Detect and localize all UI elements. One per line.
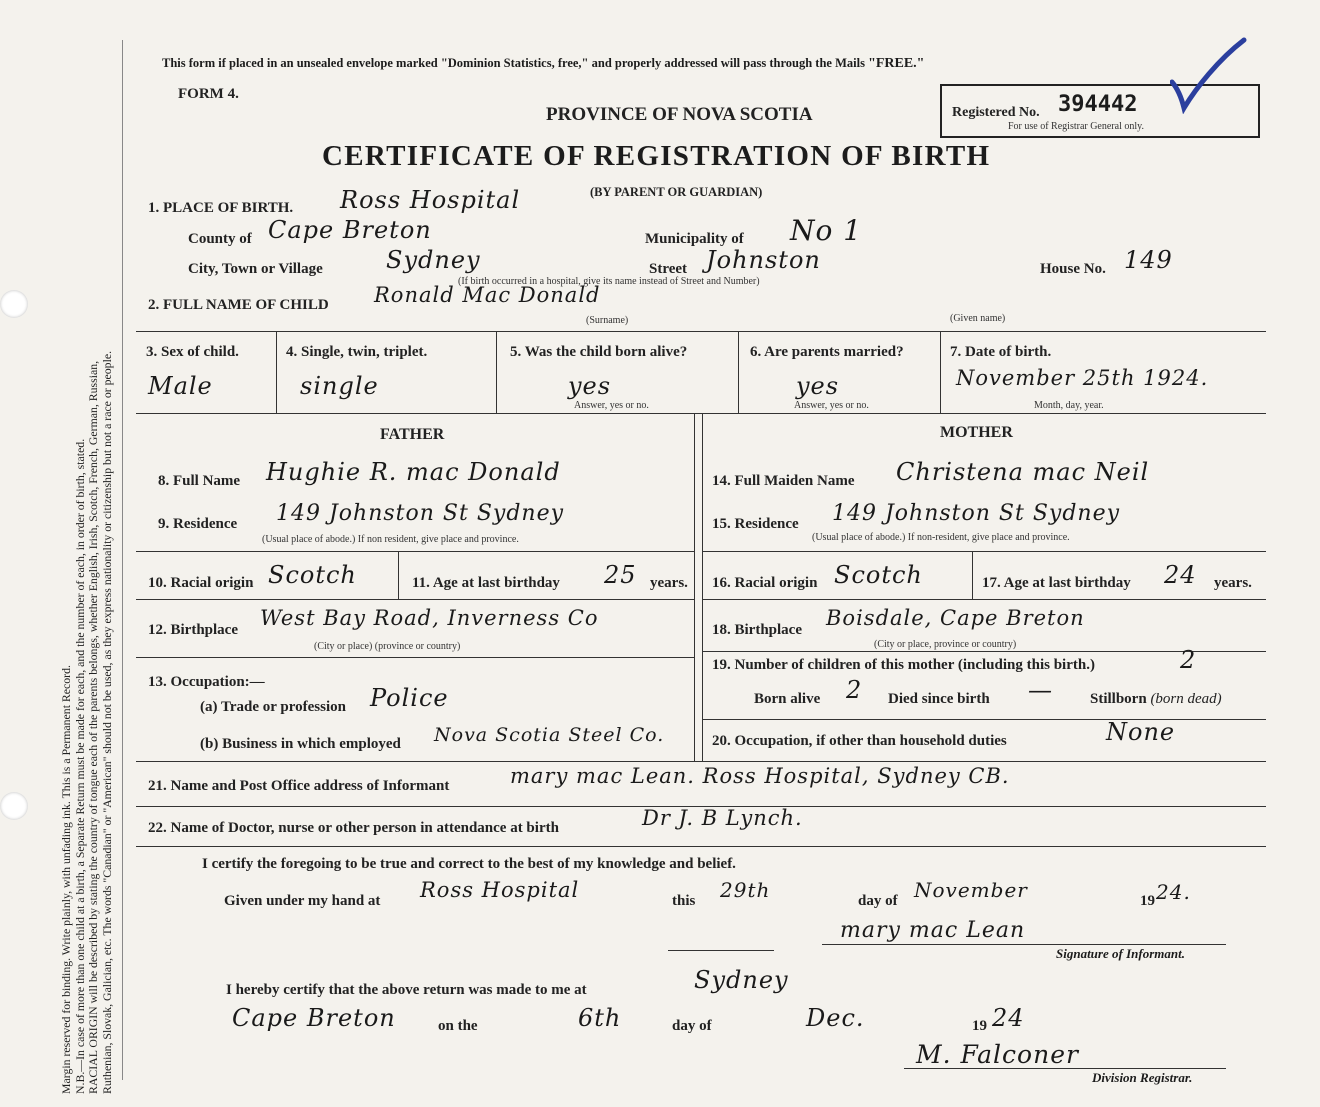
doctor-label: 22. Name of Doctor, nurse or other person in attendance at birth [148,820,559,836]
given-name-label: (Given name) [950,313,1006,324]
registered-label: Registered No. [952,105,1040,120]
sex-label: 3. Sex of child. [146,344,239,360]
street-value: Johnston [706,246,821,274]
mother-years-label: years. [1214,575,1252,591]
registrar-statement: I hereby certify that the above return was made to me at [226,982,587,998]
died-since-birth-value: — [1028,676,1053,704]
mother-occupation-value: None [1106,718,1176,746]
margin-line-3: RACIAL ORIGIN will be described by stating the country of tongue each of the parents belongs, whether English, Irish, Scotch, French, German, Russian, [86,360,101,1094]
mother-residence-value: 149 Johnston St Sydney [832,501,1121,526]
born-alive-note: Answer, yes or no. [574,400,649,411]
registrar-day-of-label: day of [672,1018,712,1034]
page-title: CERTIFICATE OF REGISTRATION OF BIRTH [322,140,991,172]
father-birthplace-label: 12. Birthplace [148,622,238,638]
parents-married-label: 6. Are parents married? [750,344,904,360]
given-year-value: 24. [1156,880,1191,904]
margin-line-1: Margin reserved for binding. Write plainly, with unfading ink. This is a Permanent Record. [59,665,73,1094]
born-alive-count-value: 2 [846,676,863,704]
died-since-birth-label: Died since birth [888,691,990,707]
margin-rule [122,40,123,1080]
date-of-birth-value: November 25th 1924. [956,366,1209,390]
registrar-county-value: Cape Breton [232,1004,396,1032]
divider-6-7 [940,331,941,413]
informant-value: mary mac Lean. Ross Hospital, Sydney CB. [510,764,1010,788]
date-of-birth-note: Month, day, year. [1034,400,1104,411]
plurality-label: 4. Single, twin, triplet. [286,344,428,360]
by-parent-note: (BY PARENT OR GUARDIAN) [590,185,763,199]
mother-racial-value: Scotch [834,561,923,589]
parents-married-note: Answer, yes or no. [794,400,869,411]
place-of-birth-label: 1. PLACE OF BIRTH. [148,200,294,216]
father-business-value: Nova Scotia Steel Co. [434,724,665,746]
mail-notice-text: This form if placed in an unsealed envelope marked "Dominion Statistics, free," and properly addressed will pass through the Mails [162,56,865,70]
stillborn-label [1090,691,1222,708]
father-heading: FATHER [380,426,445,443]
stillborn-text: Stillborn [1090,691,1147,707]
informant-signature-line [822,944,1226,945]
divider-3-4 [276,331,277,413]
parents-divider-right [702,413,703,761]
mother-racial-label: 16. Racial origin [712,575,818,591]
rule-father-9 [136,551,694,552]
mother-heading: MOTHER [940,424,1013,441]
father-residence-label: 9. Residence [158,516,238,532]
county-label: County of [188,231,252,247]
father-age-value: 25 [604,561,637,589]
mother-age-label: 17. Age at last birthday [982,575,1131,591]
short-divider [668,950,774,951]
registrar-note: For use of Registrar General only. [1008,121,1144,132]
check-mark-icon [1170,34,1250,114]
rule-doctor [136,846,1266,847]
father-name-value: Hughie R. mac Donald [266,458,561,486]
father-occupation-label: 13. Occupation:— [148,674,265,690]
father-residence-value: 149 Johnston St Sydney [276,501,565,526]
punch-hole-bottom [0,792,28,820]
mother-name-value: Christena mac Neil [896,458,1150,486]
mail-notice [162,56,924,72]
punch-hole-top [0,290,28,318]
rule-row3-top [136,331,1266,332]
parents-divider-left [694,413,695,761]
divider-5-6 [738,331,739,413]
given-under-label: Given under my hand at [224,893,381,909]
parents-married-value: yes [796,372,840,400]
rule-mother-19 [702,719,1266,720]
registrar-month-value: Dec. [806,1004,865,1032]
informant-label: 21. Name and Post Office address of Informant [148,778,450,794]
father-name-label: 8. Full Name [158,473,241,489]
rule-parents-bottom [136,761,1266,762]
mother-residence-note: (Usual place of abode.) If non-resident, give place and province. [812,532,1070,543]
municipality-value: No 1 [790,214,863,247]
binding-margin [0,0,122,1107]
informant-signature: mary mac Lean [840,918,1026,943]
mother-occupation-label: 20. Occupation, if other than household duties [712,733,1007,749]
father-residence-note: (Usual place of abode.) If non resident, give place and province. [262,534,519,545]
sex-value: Male [148,372,213,400]
divider-10-11 [398,551,399,599]
certify-statement: I certify the foregoing to be true and correct to the best of my knowledge and belief. [202,856,736,872]
father-birthplace-note: (City or place) (province or country) [314,641,461,652]
mail-free-text: "FREE." [868,56,925,71]
divider-4-5 [496,331,497,413]
plurality-value: single [300,372,379,400]
form-number: FORM 4. [178,86,239,102]
father-age-label: 11. Age at last birthday [412,575,560,591]
county-value: Cape Breton [268,216,432,244]
father-trade-value: Police [370,684,449,712]
registrar-year-value: 24 [992,1004,1025,1032]
hospital-note: (If birth occurred in a hospital, give its name instead of Street and Number) [458,276,760,287]
rule-mother-17 [702,599,1266,600]
date-of-birth-label: 7. Date of birth. [950,344,1052,360]
given-place-value: Ross Hospital [420,878,580,902]
stillborn-note: (born dead) [1150,691,1222,707]
child-name-value: Ronald Mac Donald [374,283,601,307]
father-business-label: (b) Business in which employed [200,736,401,752]
province-heading: PROVINCE OF NOVA SCOTIA [546,104,813,125]
mother-birthplace-value: Boisdale, Cape Breton [826,606,1085,630]
given-month-value: November [914,878,1028,902]
rule-father-11 [136,599,694,600]
children-count-value: 2 [1180,646,1197,674]
given-year-prefix: 19 [1140,893,1155,909]
margin-line-4: Ruthenian, Slovak, Galician, etc. The words "Canadian" or "American" should not be used, as they express nationality or citizenship but not a race or people. [99,350,114,1094]
this-label: this [672,893,696,909]
registrar-on-the-label: on the [438,1018,478,1034]
house-label: House No. [1040,261,1106,277]
mother-name-label: 14. Full Maiden Name [712,473,855,489]
given-day-of-label: day of [858,893,898,909]
margin-instructions [60,34,114,1094]
mother-birthplace-label: 18. Birthplace [712,622,802,638]
father-years-label: years. [650,575,688,591]
doctor-value: Dr J. B Lynch. [642,806,803,830]
surname-label: (Surname) [586,315,629,326]
father-trade-label: (a) Trade or profession [200,699,346,715]
street-label: Street [649,261,688,277]
registered-number: 394442 [1058,92,1138,117]
city-value: Sydney [386,246,481,274]
divider-16-17 [972,551,973,599]
registrar-signature-label: Division Registrar. [1092,1070,1193,1085]
rule-mother-15 [702,551,1266,552]
born-alive-label: 5. Was the child born alive? [510,344,688,360]
house-value: 149 [1124,246,1173,274]
children-count-label: 19. Number of children of this mother (including this birth.) [712,657,1095,673]
father-racial-label: 10. Racial origin [148,575,254,591]
registrar-year-prefix: 19 [972,1018,987,1034]
given-day-value: 29th [720,878,771,902]
mother-residence-label: 15. Residence [712,516,799,532]
registrar-signature: M. Falconer [916,1040,1079,1069]
informant-signature-label: Signature of Informant. [1056,946,1185,961]
mother-birthplace-note: (City or place, province or country) [874,639,1017,650]
born-alive-value: yes [568,372,612,400]
margin-line-2: N.B.—In case of more than one child at a birth, a Separate Return must be made for each, and the number of each, in order of birth, stated. [72,438,87,1094]
city-label: City, Town or Village [188,261,323,277]
rule-row3-bottom [136,413,1266,414]
rule-father-12 [136,657,694,658]
registrar-signature-line [904,1068,1226,1069]
child-name-label: 2. FULL NAME OF CHILD [148,297,329,313]
father-birthplace-value: West Bay Road, Inverness Co [260,606,599,630]
registrar-place-value: Sydney [694,966,789,994]
father-racial-value: Scotch [268,561,357,589]
municipality-label: Municipality of [645,231,744,247]
mother-age-value: 24 [1164,561,1197,589]
born-alive-count-label: Born alive [754,691,821,707]
registrar-day-value: 6th [578,1004,622,1032]
place-of-birth-value: Ross Hospital [340,186,521,214]
